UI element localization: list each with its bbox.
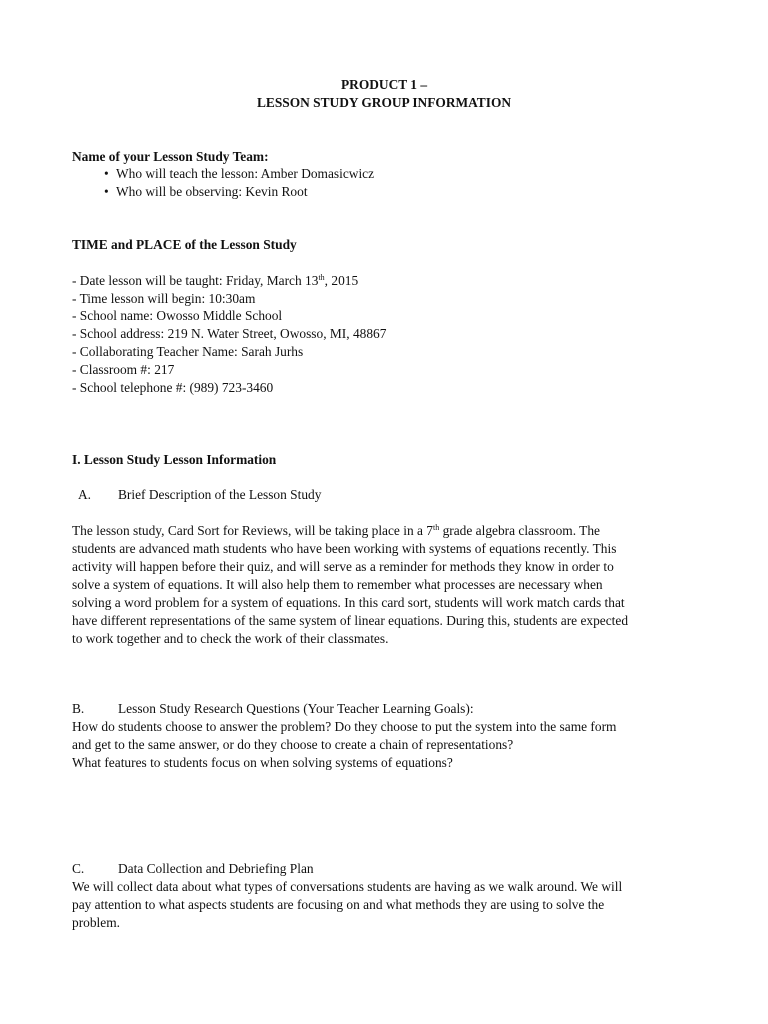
grade-superscript: th	[432, 523, 440, 532]
date-year: , 2015	[324, 273, 359, 288]
subsection-b-letter: B.	[72, 701, 85, 716]
paragraph-line: What features to students focus on when solving systems of equations?	[72, 755, 453, 770]
paragraph-line: activity will happen before their quiz, and will serve as a reminder for methods they know in order to	[72, 559, 614, 574]
school-address-line: - School address: 219 N. Water Street, Owosso, MI, 48867	[72, 326, 387, 341]
section-heading: I. Lesson Study Lesson Information	[72, 452, 277, 467]
team-observer: Who will be observing: Kevin Root	[116, 184, 308, 199]
date-superscript: th	[318, 273, 325, 282]
document-title-line2: LESSON STUDY GROUP INFORMATION	[256, 95, 512, 110]
paragraph-line: pay attention to what aspects students are focusing on and what methods they are using to solve the	[72, 897, 605, 912]
time-line: - Time lesson will begin: 10:30am	[72, 291, 256, 306]
bullet-icon: •	[104, 166, 109, 181]
bullet-icon: •	[104, 184, 109, 199]
school-name-line: - School name: Owosso Middle School	[72, 308, 283, 323]
team-heading: Name of your Lesson Study Team:	[72, 149, 269, 164]
paragraph-line	[72, 522, 600, 540]
paragraph-line: solve a system of equations. It will also help them to remember what processes are necessary when	[72, 577, 603, 592]
subsection-c-title: Data Collection and Debriefing Plan	[118, 861, 314, 876]
paragraph-line: and get to the same answer, or do they choose to create a chain of representations?	[72, 737, 514, 752]
paragraph-text: The lesson study, Card Sort for Reviews, will be taking place in a 7	[72, 523, 433, 538]
paragraph-text: grade algebra classroom. The	[439, 523, 600, 538]
team-teacher: Who will teach the lesson: Amber Domasicwicz	[116, 166, 375, 181]
paragraph-line: problem.	[72, 915, 120, 930]
collaborating-teacher-line: - Collaborating Teacher Name: Sarah Jurhs	[72, 344, 304, 359]
paragraph-line: We will collect data about what types of conversations students are having as we walk around. We will	[72, 879, 623, 894]
telephone-line: - School telephone #: (989) 723-3460	[72, 380, 274, 395]
date-line	[72, 272, 358, 290]
date-text: - Date lesson will be taught: Friday, March 13	[72, 273, 319, 288]
subsection-c-letter: C.	[72, 861, 85, 876]
paragraph-line: How do students choose to answer the problem? Do they choose to put the system into the same form	[72, 719, 617, 734]
subsection-a-title: Brief Description of the Lesson Study	[118, 487, 322, 502]
paragraph-line: students are advanced math students who have been working with systems of equations recently. This	[72, 541, 617, 556]
classroom-line: - Classroom #: 217	[72, 362, 175, 377]
subsection-a-letter: A.	[78, 487, 92, 502]
subsection-b-title: Lesson Study Research Questions (Your Teacher Learning Goals):	[118, 701, 474, 716]
paragraph-line: have different representations of the same system of linear equations. During this, students are expected	[72, 613, 629, 628]
paragraph-line: to work together and to check the work of their classmates.	[72, 631, 389, 646]
paragraph-line: solving a word problem for a system of equations. In this card sort, students will work match cards that	[72, 595, 625, 610]
time-place-heading: TIME and PLACE of the Lesson Study	[72, 237, 297, 252]
document-title-line1: PRODUCT 1 –	[340, 77, 428, 92]
